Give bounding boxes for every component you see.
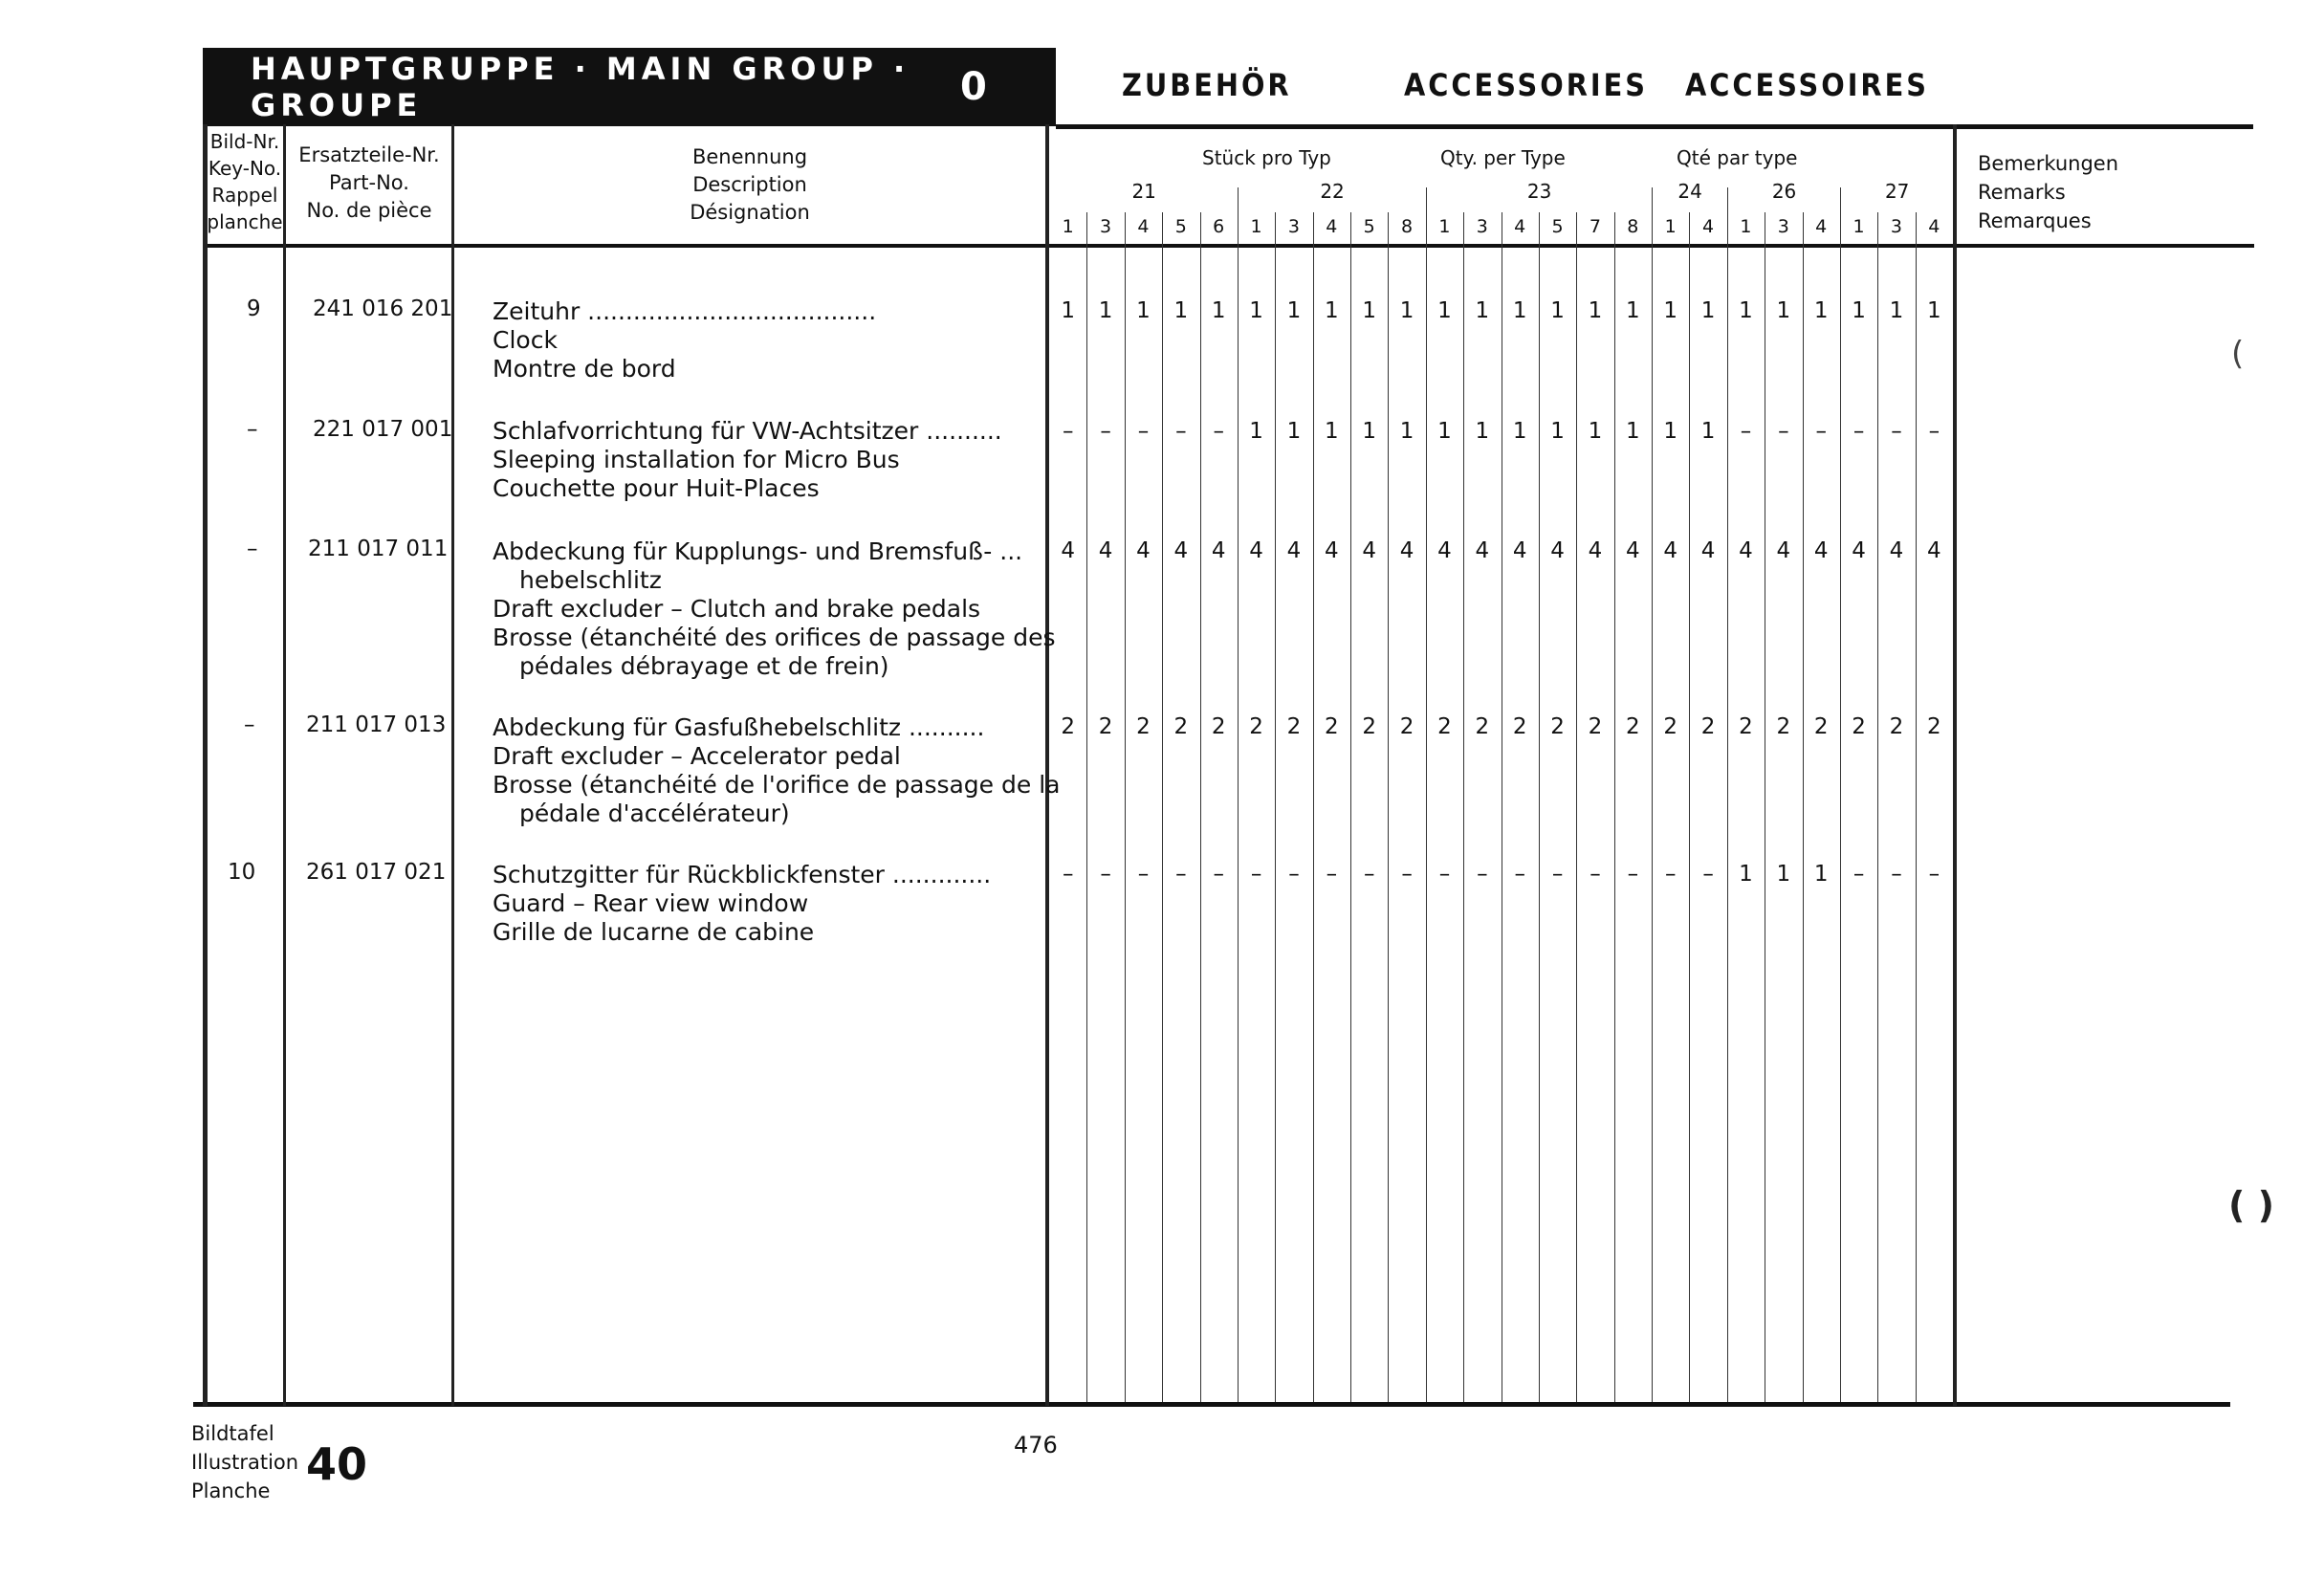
row-4-desc-fr-cont: pédale d'accélérateur) xyxy=(519,800,790,827)
sub-column-divider xyxy=(1803,212,1804,1402)
qty-cell: 4 xyxy=(1211,538,1226,563)
sub-variant-label: 5 xyxy=(1174,216,1187,237)
qty-cell: 1 xyxy=(1625,298,1640,323)
qty-cell: 2 xyxy=(1061,714,1075,739)
sub-variant-label: 3 xyxy=(1777,216,1789,237)
row-4-desc-en: Draft excluder – Accelerator pedal xyxy=(493,742,901,770)
qty-cell: 4 xyxy=(1249,538,1263,563)
sub-column-divider xyxy=(1350,212,1351,1402)
remarks-col-header xyxy=(1978,149,2118,235)
qty-cell: 2 xyxy=(1739,714,1753,739)
sub-variant-label: 6 xyxy=(1213,216,1225,237)
qty-cell: 1 xyxy=(1249,419,1263,444)
sub-variant-label: 4 xyxy=(1928,216,1940,237)
qty-cell: 1 xyxy=(1926,298,1941,323)
left-border xyxy=(203,124,208,1406)
qty-cell: 1 xyxy=(1173,298,1189,323)
qty-cell: 1 xyxy=(1249,298,1263,323)
qty-cell: 1 xyxy=(1098,298,1113,323)
qty-cell: 2 xyxy=(1286,714,1302,739)
sub-variant-label: 1 xyxy=(1740,216,1752,237)
key-header-de: Bild-Nr. xyxy=(209,130,280,153)
row-1-part: 241 016 201 xyxy=(313,296,453,321)
qty-cell: 1 xyxy=(1776,298,1791,323)
qty-cell: 4 xyxy=(1588,538,1603,563)
row-4-description xyxy=(493,713,1060,828)
key-header-en: Key-No. xyxy=(208,157,282,180)
sub-column-divider xyxy=(1086,212,1087,1402)
sub-variant-label: 3 xyxy=(1890,216,1902,237)
sub-variant-label: 1 xyxy=(1250,216,1262,237)
row-4-key: – xyxy=(244,712,255,737)
row-2-part: 221 017 001 xyxy=(313,417,453,442)
qty-cell: 1 xyxy=(1550,419,1565,444)
qty-cell: 2 xyxy=(1098,714,1113,739)
qty-cell: 1 xyxy=(1852,298,1866,323)
qty-cell: – xyxy=(1175,419,1187,444)
type-label: 27 xyxy=(1884,180,1910,203)
qty-cell: 1 xyxy=(1475,298,1490,323)
qty-cell: 2 xyxy=(1625,714,1640,739)
row-2-description xyxy=(493,417,1002,503)
qty-cell: 1 xyxy=(1776,862,1791,887)
qty-cell: – xyxy=(1438,862,1451,887)
qty-cell: 1 xyxy=(1399,298,1414,323)
sub-variant-label: 1 xyxy=(1062,216,1074,237)
qty-cell: – xyxy=(1100,862,1111,887)
desc-header-de: Benennung xyxy=(691,145,808,168)
qty-cell: – xyxy=(1062,862,1074,887)
qty-cell: 1 xyxy=(1739,862,1753,887)
part-header-fr: No. de pièce xyxy=(306,199,432,222)
sub-column-divider xyxy=(1200,212,1201,1402)
row-3-key: – xyxy=(247,537,258,561)
qty-cell: 1 xyxy=(1813,862,1829,887)
qty-cell: – xyxy=(1363,862,1375,887)
group-number: 0 xyxy=(960,65,987,109)
column-header-rule xyxy=(203,244,2254,248)
qty-cell: 2 xyxy=(1889,714,1904,739)
qty-cell: – xyxy=(1250,862,1262,887)
qty-cell: – xyxy=(1175,862,1187,887)
qty-cell: 2 xyxy=(1852,714,1866,739)
row-2-desc-fr: Couchette pour Huit-Places xyxy=(493,474,820,502)
qty-cell: 1 xyxy=(1136,298,1151,323)
sub-variant-label: 5 xyxy=(1363,216,1375,237)
sub-variant-label: 4 xyxy=(1326,216,1338,237)
type-group-divider xyxy=(1426,187,1427,1402)
qty-cell: 2 xyxy=(1813,714,1829,739)
qty-cell: 4 xyxy=(1700,538,1716,563)
sub-variant-label: 3 xyxy=(1287,216,1300,237)
qty-cell: 2 xyxy=(1437,714,1452,739)
qty-cell: 2 xyxy=(1362,714,1376,739)
plate-label-en: Illustration xyxy=(191,1451,299,1474)
qty-cell: 4 xyxy=(1813,538,1829,563)
sub-variant-label: 1 xyxy=(1853,216,1865,237)
margin-mark-1: ( xyxy=(2231,335,2245,373)
sub-column-divider xyxy=(1463,212,1464,1402)
row-5-desc-en: Guard – Rear view window xyxy=(493,889,809,917)
plate-label-de: Bildtafel xyxy=(191,1422,274,1445)
qty-cell: 1 xyxy=(1399,419,1414,444)
sub-column-divider xyxy=(1125,212,1126,1402)
qty-cell: – xyxy=(1137,419,1150,444)
qty-cell: 1 xyxy=(1663,419,1677,444)
qty-cell: – xyxy=(1928,862,1940,887)
type-label: 22 xyxy=(1320,180,1345,203)
row-5-desc-fr: Grille de lucarne de cabine xyxy=(493,918,815,946)
qty-cell: – xyxy=(1326,862,1338,887)
qty-cell: – xyxy=(1664,862,1677,887)
qty-cell: 1 xyxy=(1550,298,1565,323)
qty-cell: – xyxy=(1740,419,1752,444)
qty-cell: – xyxy=(1928,419,1940,444)
qty-cell: – xyxy=(1213,862,1224,887)
row-2-key: – xyxy=(247,417,258,442)
qty-cell: 4 xyxy=(1550,538,1565,563)
sub-variant-label: 7 xyxy=(1589,216,1601,237)
qty-cell: 1 xyxy=(1286,298,1302,323)
row-4-part: 211 017 013 xyxy=(306,712,447,737)
qty-cell: 4 xyxy=(1362,538,1376,563)
qty-cell: 1 xyxy=(1700,419,1716,444)
qty-cell: – xyxy=(1100,419,1111,444)
qty-cell: 4 xyxy=(1663,538,1677,563)
page-number: 476 xyxy=(1014,1432,1058,1458)
desc-col-header xyxy=(454,143,1045,227)
qty-cell: – xyxy=(1853,862,1865,887)
part-col-header xyxy=(287,142,451,225)
qty-cell: 2 xyxy=(1550,714,1565,739)
qty-cell: – xyxy=(1891,419,1902,444)
banner-title: HAUPTGRUPPE · MAIN GROUP · GROUPE xyxy=(251,51,910,123)
qty-cell: 4 xyxy=(1061,538,1075,563)
qty-cell: 2 xyxy=(1475,714,1490,739)
qty-cell: 4 xyxy=(1136,538,1151,563)
sub-column-divider xyxy=(1877,212,1878,1402)
qty-cell: 4 xyxy=(1098,538,1113,563)
qty-cell: 2 xyxy=(1173,714,1189,739)
row-3-desc-fr: Brosse (étanchéité des orifices de passage des xyxy=(493,624,1056,651)
qty-cell: 1 xyxy=(1813,298,1829,323)
row-1-desc-de: Zeituhr ...................................... xyxy=(493,297,877,325)
sub-column-divider xyxy=(1689,212,1690,1402)
sub-variant-label: 4 xyxy=(1702,216,1715,237)
row-1-desc-fr: Montre de bord xyxy=(493,355,676,383)
qty-cell: – xyxy=(1551,862,1564,887)
qty-cell: 2 xyxy=(1399,714,1414,739)
type-group-divider xyxy=(1238,187,1239,1402)
plate-number: 40 xyxy=(306,1438,368,1490)
row-4-desc-de: Abdeckung für Gasfußhebelschlitz .......... xyxy=(493,713,985,741)
margin-mark-2: ( ) xyxy=(2228,1184,2274,1226)
type-label: 26 xyxy=(1771,180,1797,203)
qty-cell: – xyxy=(1891,862,1902,887)
qty-cell: 2 xyxy=(1249,714,1263,739)
qty-cell: 1 xyxy=(1211,298,1226,323)
qty-cell: 2 xyxy=(1926,714,1941,739)
part-header-de: Ersatzteile-Nr. xyxy=(298,143,440,166)
sub-column-divider xyxy=(1162,212,1163,1402)
type-group-divider xyxy=(1652,187,1653,1402)
qty-cell: 4 xyxy=(1324,538,1339,563)
qty-cell: 1 xyxy=(1286,419,1302,444)
qty-cell: 2 xyxy=(1136,714,1151,739)
qty-cell: 1 xyxy=(1437,419,1452,444)
qty-cell: 4 xyxy=(1286,538,1302,563)
title-en: ACCESSORIES xyxy=(1404,67,1648,103)
type-label: 23 xyxy=(1526,180,1552,203)
sub-column-divider xyxy=(1275,212,1276,1402)
sub-column-divider xyxy=(1313,212,1314,1402)
qty-cell: 1 xyxy=(1437,298,1452,323)
title-fr: ACCESSOIRES xyxy=(1685,67,1929,103)
qty-cell: – xyxy=(1401,862,1413,887)
qty-cell: – xyxy=(1627,862,1639,887)
qty-cell: 1 xyxy=(1061,298,1075,323)
bottom-rule xyxy=(193,1402,2230,1407)
qty-cell: – xyxy=(1702,862,1714,887)
qty-cell: 4 xyxy=(1739,538,1753,563)
row-3-description xyxy=(493,537,1056,681)
plate-label xyxy=(191,1419,298,1505)
row-1-description xyxy=(493,297,876,384)
qty-cell: 2 xyxy=(1700,714,1716,739)
sub-variant-label: 3 xyxy=(1476,216,1488,237)
row-4-desc-fr: Brosse (étanchéité de l'orifice de passage de la xyxy=(493,771,1061,799)
qty-cell: 2 xyxy=(1211,714,1226,739)
sub-column-divider xyxy=(1388,212,1389,1402)
qty-cell: 4 xyxy=(1173,538,1189,563)
qty-cell: 1 xyxy=(1739,298,1753,323)
qty-cell: – xyxy=(1477,862,1488,887)
sub-column-divider xyxy=(1614,212,1615,1402)
key-col-divider xyxy=(283,124,286,1406)
qty-cell: – xyxy=(1815,419,1827,444)
type-group-divider xyxy=(1840,187,1841,1402)
qty-cell: 1 xyxy=(1512,419,1527,444)
qty-cell: – xyxy=(1514,862,1525,887)
qty-cell: 1 xyxy=(1512,298,1527,323)
sub-variant-label: 4 xyxy=(1137,216,1150,237)
qty-header-en: Qty. per Type xyxy=(1440,146,1566,169)
qty-cell: – xyxy=(1288,862,1300,887)
qty-cell: – xyxy=(1853,419,1865,444)
part-header-en: Part-No. xyxy=(329,171,409,194)
remarks-header-en: Remarks xyxy=(1978,181,2066,204)
qty-cell: 2 xyxy=(1663,714,1677,739)
row-5-key: 10 xyxy=(228,860,256,885)
sub-variant-label: 8 xyxy=(1627,216,1639,237)
qty-cell: – xyxy=(1137,862,1150,887)
type-label: 24 xyxy=(1677,180,1702,203)
row-3-part: 211 017 011 xyxy=(308,537,449,561)
row-1-key: 9 xyxy=(247,296,261,321)
qty-cell: 4 xyxy=(1889,538,1904,563)
row-2-desc-de: Schlafvorrichtung für VW-Achtsitzer .......... xyxy=(493,417,1002,445)
qty-cell: 4 xyxy=(1475,538,1490,563)
qty-cell: 4 xyxy=(1512,538,1527,563)
title-de: ZUBEHÖR xyxy=(1122,67,1292,103)
desc-header-fr: Désignation xyxy=(690,201,810,224)
qty-cell: 4 xyxy=(1776,538,1791,563)
desc-header-en: Description xyxy=(692,173,807,196)
qty-cell: 1 xyxy=(1362,419,1376,444)
sub-column-divider xyxy=(1916,212,1917,1402)
qty-cell: – xyxy=(1062,419,1074,444)
row-2-desc-en: Sleeping installation for Micro Bus xyxy=(493,446,900,473)
row-1-desc-en: Clock xyxy=(493,326,558,354)
sub-column-divider xyxy=(1539,212,1540,1402)
row-3-desc-en: Draft excluder – Clutch and brake pedals xyxy=(493,595,981,623)
qty-cell: 1 xyxy=(1475,419,1490,444)
qty-header-de: Stück pro Typ xyxy=(1202,146,1331,169)
remarks-header-de: Bemerkungen xyxy=(1978,152,2119,175)
qty-cell: 1 xyxy=(1588,419,1603,444)
sub-variant-label: 3 xyxy=(1100,216,1112,237)
qty-cell: 1 xyxy=(1663,298,1677,323)
qty-cell: 2 xyxy=(1512,714,1527,739)
row-3-desc-fr-cont: pédales débrayage et de frein) xyxy=(519,652,889,680)
qty-header-fr: Qté par type xyxy=(1677,146,1798,169)
key-header-fr2: planche xyxy=(207,210,283,233)
qty-cell: 4 xyxy=(1926,538,1941,563)
qty-cell: 2 xyxy=(1324,714,1339,739)
plate-label-fr: Planche xyxy=(191,1479,271,1502)
key-col-header xyxy=(207,128,283,235)
qty-cell: 1 xyxy=(1324,419,1339,444)
qty-cell: – xyxy=(1213,419,1224,444)
type-label: 21 xyxy=(1131,180,1156,203)
remarks-header-fr: Remarques xyxy=(1978,209,2092,232)
main-group-banner xyxy=(203,48,1056,126)
qty-cell: 1 xyxy=(1324,298,1339,323)
key-header-fr1: Rappel xyxy=(211,184,278,207)
header-rule xyxy=(1056,124,2253,129)
row-3-desc-de-cont: hebelschlitz xyxy=(519,566,662,594)
sub-variant-label: 4 xyxy=(1514,216,1526,237)
row-5-desc-de: Schutzgitter für Rückblickfenster ............. xyxy=(493,861,992,888)
sub-variant-label: 8 xyxy=(1401,216,1414,237)
qty-cell: 4 xyxy=(1399,538,1414,563)
qty-cell: – xyxy=(1778,419,1789,444)
qty-cell: 1 xyxy=(1625,419,1640,444)
qty-cell: 2 xyxy=(1588,714,1603,739)
qty-cell: – xyxy=(1590,862,1601,887)
row-3-desc-de: Abdeckung für Kupplungs- und Bremsfuß- ... xyxy=(493,537,1023,565)
qty-cell: 1 xyxy=(1362,298,1376,323)
qty-cell: 2 xyxy=(1776,714,1791,739)
row-5-part: 261 017 021 xyxy=(306,860,447,885)
qty-cell: 1 xyxy=(1700,298,1716,323)
sub-variant-label: 1 xyxy=(1438,216,1451,237)
type-group-divider xyxy=(1727,187,1728,1402)
sub-variant-label: 1 xyxy=(1664,216,1677,237)
qty-cell: 1 xyxy=(1588,298,1603,323)
sub-variant-label: 5 xyxy=(1551,216,1564,237)
qty-cell: 1 xyxy=(1889,298,1904,323)
sub-variant-label: 4 xyxy=(1815,216,1828,237)
qty-cell: 4 xyxy=(1437,538,1452,563)
sub-column-divider xyxy=(1576,212,1577,1402)
qty-cell: 4 xyxy=(1852,538,1866,563)
qty-col-right-divider xyxy=(1953,124,1957,1406)
row-5-description xyxy=(493,861,991,947)
qty-cell: 4 xyxy=(1625,538,1640,563)
